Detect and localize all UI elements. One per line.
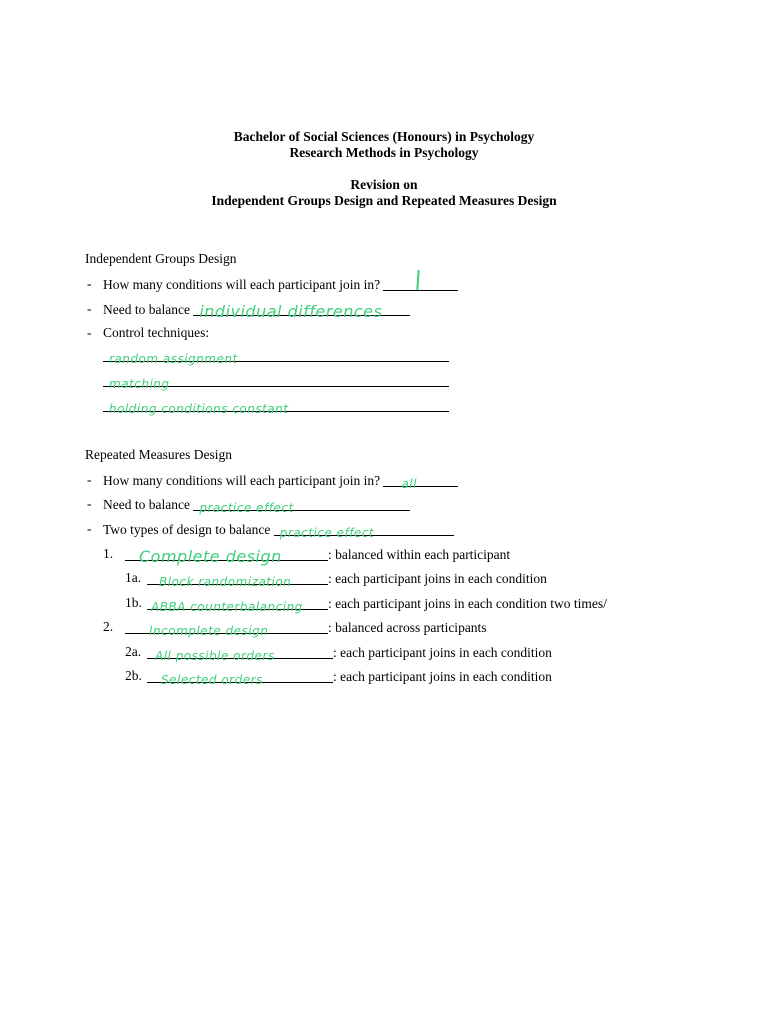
- handwritten-answer: individual differences: [199, 302, 383, 321]
- item-description: : each participant joins in each condition: [328, 571, 547, 586]
- answer-blank: [103, 347, 449, 366]
- handwritten-one-mark: [417, 270, 420, 290]
- dash: -: [87, 325, 92, 340]
- answer-blank: [147, 644, 333, 663]
- question-text: Need to balance: [103, 302, 190, 317]
- design-item: [147, 644, 552, 661]
- technique-line: [103, 347, 449, 364]
- answer-blank: [103, 397, 449, 416]
- item-number: 1b.: [125, 595, 142, 610]
- handwritten-answer: Block randomization: [159, 575, 292, 589]
- handwritten-answer: holding conditions constant: [109, 402, 289, 416]
- question-text: Need to balance: [103, 497, 190, 512]
- answer-blank: [193, 496, 410, 515]
- answer-blank: [103, 372, 449, 391]
- handwritten-answer: ABBA counterbalancing: [151, 600, 303, 614]
- handwritten-answer: practice effect: [199, 501, 294, 515]
- question-text: Two types of design to balance: [103, 522, 271, 537]
- item-number: 1.: [103, 546, 114, 561]
- dash: -: [87, 496, 92, 511]
- item-description: : each participant joins in each condition: [333, 645, 552, 660]
- dash: -: [87, 276, 92, 291]
- question-line: [103, 472, 458, 489]
- design-item: [125, 619, 487, 636]
- dash: -: [87, 521, 92, 536]
- answer-blank: [383, 472, 458, 491]
- design-item: [147, 570, 547, 587]
- question-text: How many conditions will each participant join in?: [103, 473, 381, 488]
- answer-blank: [274, 521, 454, 540]
- handwritten-answer: All possible orders: [155, 649, 275, 663]
- question-text: Control techniques:: [103, 325, 210, 340]
- design-item: [147, 668, 552, 685]
- question-line: [103, 496, 410, 513]
- dash: -: [87, 472, 92, 487]
- handwritten-answer: Selected orders: [161, 673, 263, 687]
- answer-blank: [147, 595, 328, 614]
- answer-blank: [147, 570, 328, 589]
- handwritten-answer: Complete design: [139, 547, 282, 566]
- header-line-2: Research Methods in Psychology: [289, 145, 479, 160]
- handwritten-answer: random assignment: [109, 352, 238, 366]
- design-item: [125, 546, 511, 566]
- handwritten-answer: Incomplete design: [149, 624, 269, 638]
- answer-blank: [147, 668, 333, 687]
- handwritten-answer: matching: [109, 377, 170, 391]
- question-text: How many conditions will each participant join in?: [103, 277, 381, 292]
- answer-blank: [125, 546, 328, 566]
- item-description: : balanced within each participant: [328, 547, 511, 562]
- item-number: 1a.: [125, 570, 142, 585]
- technique-line: [103, 372, 449, 389]
- item-number: 2a.: [125, 644, 142, 659]
- item-description: : each participant joins in each condition: [333, 669, 552, 684]
- item-number: 2.: [103, 619, 114, 634]
- question-line: [103, 301, 410, 321]
- header-line-3: Revision on: [350, 177, 418, 192]
- section-title-repeated: Repeated Measures Design: [85, 447, 232, 462]
- answer-blank: [125, 619, 328, 638]
- handwritten-answer: all: [401, 477, 417, 491]
- answer-blank: [193, 301, 410, 321]
- item-description: : balanced across participants: [328, 620, 487, 635]
- question-line: [103, 276, 458, 293]
- question-line: [103, 521, 454, 538]
- header-line-1: Bachelor of Social Sciences (Honours) in Psychology: [233, 129, 535, 144]
- dash: -: [87, 301, 92, 316]
- answer-blank: [383, 276, 458, 291]
- section-title-independent: Independent Groups Design: [85, 251, 237, 266]
- item-number: 2b.: [125, 668, 142, 683]
- header-line-4: Independent Groups Design and Repeated Measures Design: [211, 193, 557, 208]
- design-item: [147, 595, 607, 612]
- technique-line: [103, 397, 449, 414]
- item-description: : each participant joins in each condition two times/: [328, 596, 607, 611]
- handwritten-answer: practice effect: [279, 526, 375, 540]
